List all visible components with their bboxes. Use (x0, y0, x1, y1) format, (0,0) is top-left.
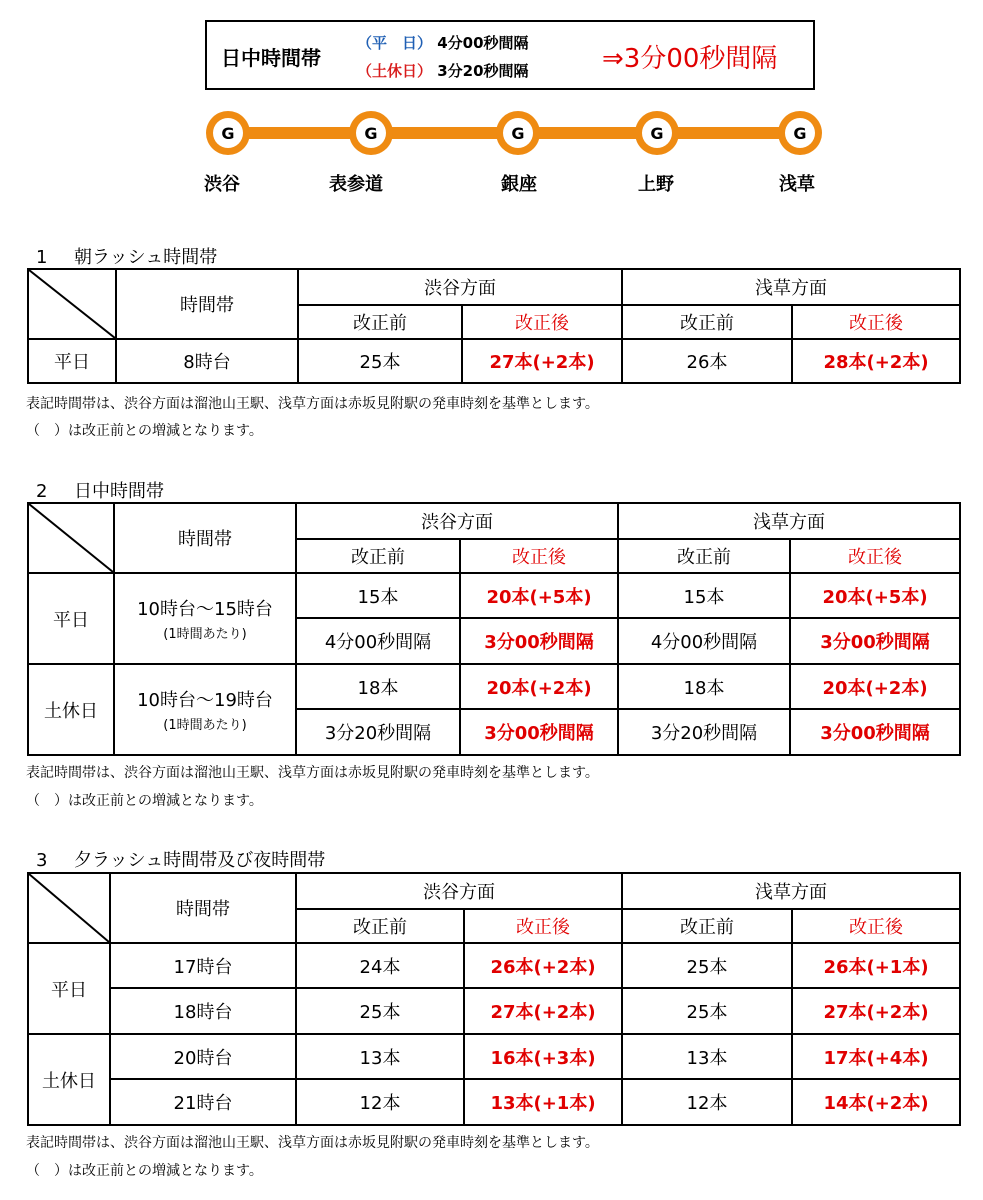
day-cell: 平日 (28, 339, 116, 383)
station-marker-ueno (635, 111, 679, 155)
time-range: 10時台～19時台 (137, 690, 273, 711)
table-row (28, 1034, 960, 1079)
day-cell: 土休日 (28, 664, 114, 755)
asakusa-before-cell: 13本 (622, 1034, 792, 1079)
line-symbol: G (356, 118, 386, 148)
table-row (28, 988, 960, 1034)
time-range: 10時台～15時台 (137, 599, 273, 620)
holiday-tag: （土休日） (357, 62, 433, 80)
shibuya-before-cell: 25本 (298, 339, 462, 383)
shibuya-after-cell: 27本(+2本) (462, 339, 622, 383)
footnote-diff: （ ）は改正前との増減となります。 (26, 1163, 263, 1179)
time-cell: 8時台 (116, 339, 298, 383)
header-before: 改正前 (296, 909, 464, 943)
header-shibuya: 渋谷方面 (298, 269, 622, 305)
asakusa-after-cell: 17本(+4本) (792, 1034, 960, 1079)
asakusa-after-cell: 20本(+5本) (790, 573, 960, 618)
footnote-basis: 表記時間帯は、渋谷方面は溜池山王駅、浅草方面は赤坂見附駅の発車時刻を基準とします。 (26, 1135, 599, 1151)
asakusa-after-cell: 27本(+2本) (792, 988, 960, 1034)
corner-cell (28, 269, 116, 339)
header-shibuya: 渋谷方面 (296, 873, 622, 909)
station-marker-omotesando (349, 111, 393, 155)
line-symbol: G (213, 118, 243, 148)
day-cell: 平日 (28, 943, 110, 1034)
table-row (28, 573, 960, 618)
header-before: 改正前 (622, 909, 792, 943)
shibuya-before-cell: 13本 (296, 1034, 464, 1079)
header-asakusa: 浅草方面 (622, 269, 960, 305)
day-cell: 平日 (28, 573, 114, 664)
shibuya-before-cell: 25本 (296, 988, 464, 1034)
timetable-daytime (27, 502, 961, 756)
shibuya-before-cell: 24本 (296, 943, 464, 988)
time-cell: 18時台 (110, 988, 296, 1034)
time-cell (114, 664, 296, 755)
time-cell: 20時台 (110, 1034, 296, 1079)
corner-cell (28, 503, 114, 573)
header-asakusa: 浅草方面 (622, 873, 960, 909)
weekday-tag: （平 日） (357, 34, 433, 52)
shibuya-after-cell: 3分00秒間隔 (460, 618, 618, 664)
shibuya-after-cell: 13本(+1本) (464, 1079, 622, 1125)
asakusa-before-cell: 18本 (618, 664, 790, 709)
time-cell: 21時台 (110, 1079, 296, 1125)
summary-title: 日中時間帯 (221, 46, 321, 70)
station-name-omotesando: 表参道 (329, 174, 383, 195)
header-after: 改正後 (792, 909, 960, 943)
header-asakusa: 浅草方面 (618, 503, 960, 539)
weekday-value: 4分00秒間隔 (437, 34, 529, 52)
header-after: 改正後 (464, 909, 622, 943)
shibuya-before-cell: 15本 (296, 573, 460, 618)
station-name-asakusa: 浅草 (779, 174, 815, 195)
station-name-ueno: 上野 (638, 174, 674, 195)
asakusa-after-cell: 20本(+2本) (790, 664, 960, 709)
time-cell: 17時台 (110, 943, 296, 988)
timetable-morning-rush (27, 268, 961, 384)
header-after: 改正後 (462, 305, 622, 339)
station-marker-shibuya (206, 111, 250, 155)
header-after: 改正後 (460, 539, 618, 573)
section-title-1: 1 朝ラッシュ時間帯 (36, 247, 218, 268)
time-cell (114, 573, 296, 664)
shibuya-after-cell: 20本(+2本) (460, 664, 618, 709)
header-time: 時間帯 (110, 873, 296, 943)
asakusa-before-cell: 25本 (622, 943, 792, 988)
station-name-shibuya: 渋谷 (204, 174, 240, 195)
asakusa-before-cell: 26本 (622, 339, 792, 383)
table-row (28, 943, 960, 988)
header-shibuya: 渋谷方面 (296, 503, 618, 539)
time-note: (1時間あたり) (163, 627, 247, 642)
header-before: 改正前 (618, 539, 790, 573)
header-after: 改正後 (792, 305, 960, 339)
shibuya-before-cell: 3分20秒間隔 (296, 709, 460, 755)
footnote-diff: （ ）は改正前との増減となります。 (26, 423, 263, 439)
asakusa-before-cell: 12本 (622, 1079, 792, 1125)
diagonal-line (29, 874, 109, 942)
shibuya-after-cell: 27本(+2本) (464, 988, 622, 1034)
holiday-value: 3分20秒間隔 (437, 62, 529, 80)
line-symbol: G (642, 118, 672, 148)
footnote-basis: 表記時間帯は、渋谷方面は溜池山王駅、浅草方面は赤坂見附駅の発車時刻を基準とします。 (26, 765, 599, 781)
header-before: 改正前 (622, 305, 792, 339)
station-name-ginza: 銀座 (501, 174, 537, 195)
diagonal-line (29, 504, 113, 572)
asakusa-before-cell: 15本 (618, 573, 790, 618)
shibuya-after-cell: 20本(+5本) (460, 573, 618, 618)
corner-cell (28, 873, 110, 943)
timetable-evening-night (27, 872, 961, 1126)
table-row (28, 1079, 960, 1125)
table-row (28, 664, 960, 709)
header-before: 改正前 (298, 305, 462, 339)
section-title-2: 2 日中時間帯 (36, 481, 164, 502)
asakusa-after-cell: 26本(+1本) (792, 943, 960, 988)
station-marker-ginza (496, 111, 540, 155)
line-symbol: G (785, 118, 815, 148)
header-time: 時間帯 (116, 269, 298, 339)
asakusa-after-cell: 14本(+2本) (792, 1079, 960, 1125)
shibuya-after-cell: 26本(+2本) (464, 943, 622, 988)
header-time: 時間帯 (114, 503, 296, 573)
footnote-diff: （ ）は改正前との増減となります。 (26, 793, 263, 809)
section-title-3: 3 夕ラッシュ時間帯及び夜時間帯 (36, 850, 326, 871)
header-before: 改正前 (296, 539, 460, 573)
shibuya-before-cell: 18本 (296, 664, 460, 709)
shibuya-after-cell: 16本(+3本) (464, 1034, 622, 1079)
asakusa-before-cell: 4分00秒間隔 (618, 618, 790, 664)
shibuya-after-cell: 3分00秒間隔 (460, 709, 618, 755)
asakusa-after-cell: 3分00秒間隔 (790, 618, 960, 664)
table-row (28, 339, 960, 383)
asakusa-after-cell: 3分00秒間隔 (790, 709, 960, 755)
shibuya-before-cell: 12本 (296, 1079, 464, 1125)
line-symbol: G (503, 118, 533, 148)
diagonal-line (29, 270, 115, 338)
asakusa-before-cell: 25本 (622, 988, 792, 1034)
asakusa-before-cell: 3分20秒間隔 (618, 709, 790, 755)
ginza-line-route-map (0, 0, 983, 210)
header-after: 改正後 (790, 539, 960, 573)
shibuya-before-cell: 4分00秒間隔 (296, 618, 460, 664)
time-note: (1時間あたり) (163, 718, 247, 733)
new-interval: ⇒3分00秒間隔 (602, 44, 778, 74)
day-cell: 土休日 (28, 1034, 110, 1125)
footnote-basis: 表記時間帯は、渋谷方面は溜池山王駅、浅草方面は赤坂見附駅の発車時刻を基準とします。 (26, 396, 599, 412)
station-marker-asakusa (778, 111, 822, 155)
asakusa-after-cell: 28本(+2本) (792, 339, 960, 383)
